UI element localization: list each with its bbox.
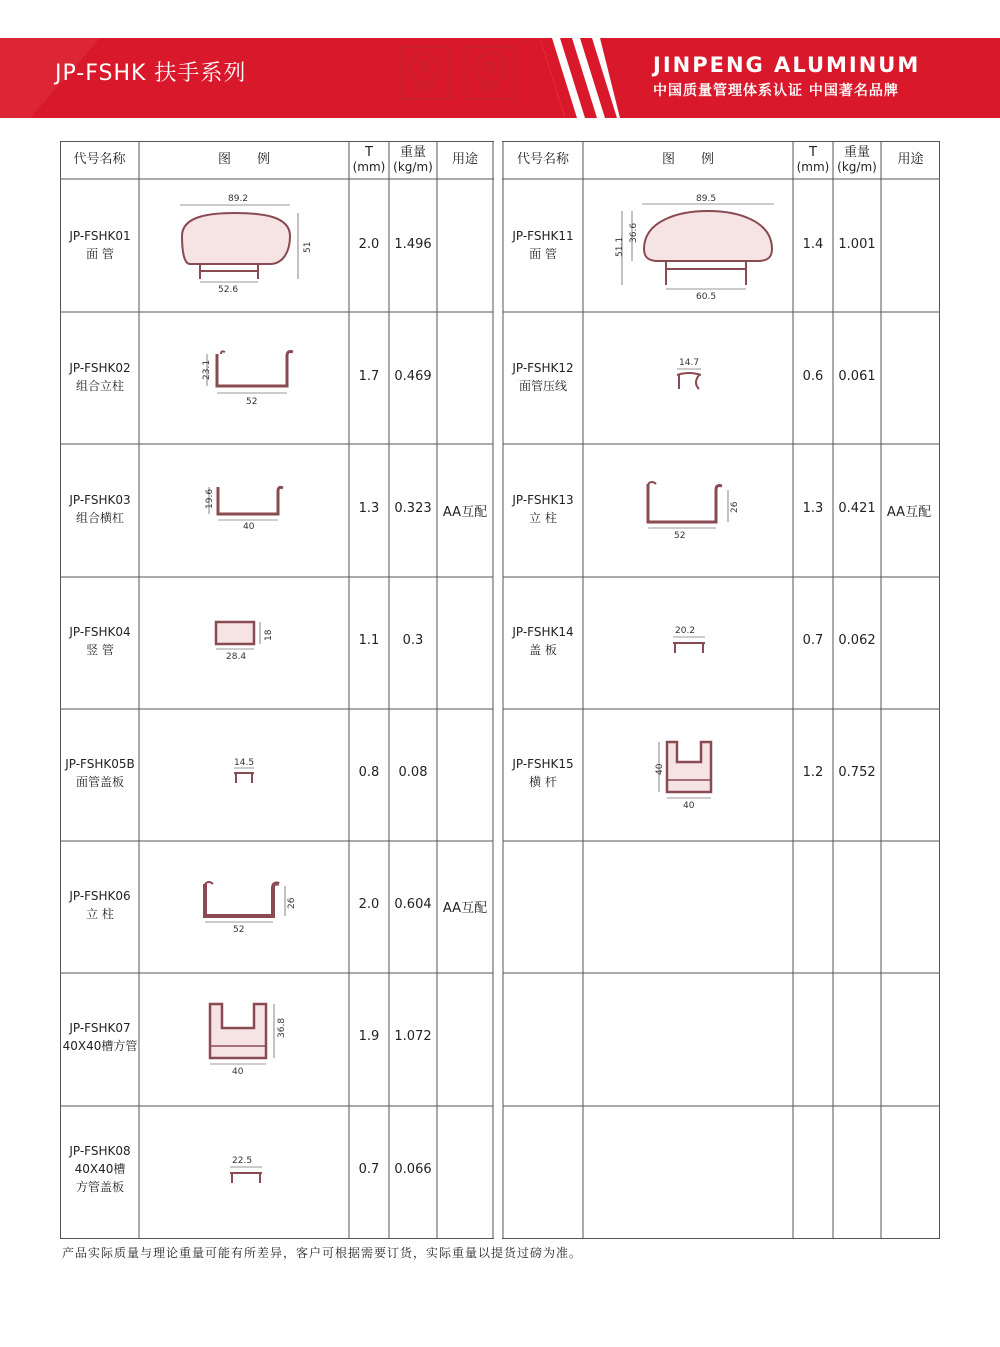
thickness: 1.3 <box>358 501 380 516</box>
profile-drawing <box>195 346 305 411</box>
weight: 0.469 <box>394 369 432 384</box>
product-code: JP-FSHK15 <box>512 757 574 771</box>
weight: 0.752 <box>838 765 876 780</box>
weight: 0.066 <box>394 1162 432 1177</box>
profile-drawing <box>608 191 778 301</box>
thickness: 0.7 <box>358 1162 380 1177</box>
product-name-line2: 方管盖板 <box>75 1180 124 1194</box>
cqm-q-logo: Q CQM <box>465 46 515 100</box>
svg-text:26: 26 <box>730 501 740 513</box>
brand-name: JINPENG ALUMINUM <box>653 53 921 77</box>
product-code: JP-FSHK12 <box>512 361 574 375</box>
weight: 0.08 <box>398 765 428 780</box>
thickness: 2.0 <box>358 237 380 252</box>
header-code-right: 代号名称 <box>516 152 569 167</box>
usage: AA互配 <box>442 505 488 520</box>
header-figure-right: 图 例 <box>661 152 714 167</box>
header-weight-unit: (kg/m) <box>393 160 433 174</box>
product-code: JP-FSHK01 <box>69 229 131 243</box>
weight: 0.062 <box>838 633 876 648</box>
weight: 1.001 <box>838 237 876 252</box>
product-name: 组合立柱 <box>75 379 124 393</box>
thickness: 2.0 <box>358 897 380 912</box>
product-name: 面 管 <box>86 247 114 261</box>
svg-text:89.5: 89.5 <box>696 194 717 204</box>
svg-text:22.5: 22.5 <box>232 1156 253 1166</box>
header-use-right: 用途 <box>897 152 924 167</box>
product-code: JP-FSHK03 <box>69 493 131 507</box>
weight: 1.496 <box>394 237 432 252</box>
svg-text:28.4: 28.4 <box>226 652 247 662</box>
brand-slogan: 中国质量管理体系认证 中国著名品牌 <box>653 83 899 99</box>
thickness: 1.7 <box>358 369 380 384</box>
product-name: 立 柱 <box>529 511 557 525</box>
svg-text:40: 40 <box>683 801 695 811</box>
svg-text:51.1: 51.1 <box>615 236 625 257</box>
product-name: 面管盖板 <box>75 775 124 789</box>
svg-text:51: 51 <box>303 241 313 253</box>
thickness: 1.2 <box>802 765 824 780</box>
header-weight-right: 重量 <box>843 145 870 160</box>
profile-drawing <box>220 753 270 793</box>
usage: AA互配 <box>442 901 488 916</box>
header-code: 代号名称 <box>73 152 126 167</box>
thickness: 1.3 <box>802 501 824 516</box>
product-code: JP-FSHK07 <box>69 1021 131 1035</box>
svg-text:60.5: 60.5 <box>696 292 717 301</box>
header-t-right: T <box>809 145 817 160</box>
profile-drawing <box>645 736 735 811</box>
product-code: JP-FSHK08 <box>69 1144 131 1158</box>
profile-drawing <box>195 876 305 936</box>
header-t-unit: (mm) <box>352 160 386 174</box>
product-code: JP-FSHK04 <box>69 625 131 639</box>
svg-text:40: 40 <box>655 763 665 775</box>
profile-drawing <box>200 481 300 541</box>
product-name: 立 柱 <box>86 907 114 921</box>
svg-text:40: 40 <box>232 1067 244 1077</box>
series-title: JP-FSHK 扶手系列 <box>55 61 247 86</box>
weight: 0.421 <box>838 501 876 516</box>
product-name: 40X40槽方管 <box>62 1039 138 1053</box>
product-name: 盖 板 <box>529 643 557 657</box>
svg-text:14.5: 14.5 <box>234 758 255 768</box>
svg-text:14.7: 14.7 <box>679 358 700 368</box>
header-t-unit-right: (mm) <box>796 160 830 174</box>
weight: 0.3 <box>402 633 424 648</box>
product-code: JP-FSHK06 <box>69 889 131 903</box>
weight: 0.604 <box>394 897 432 912</box>
svg-text:20.2: 20.2 <box>675 626 696 636</box>
svg-text:40: 40 <box>243 522 255 532</box>
page-header <box>0 38 1000 118</box>
thickness: 0.7 <box>802 633 824 648</box>
product-code: JP-FSHK11 <box>512 229 574 243</box>
svg-text:36.6: 36.6 <box>629 222 639 243</box>
svg-text:52: 52 <box>233 925 245 935</box>
weight: 1.072 <box>394 1029 432 1044</box>
cqm-r-logo: R CQM <box>400 46 450 100</box>
header-figure: 图 例 <box>217 152 270 167</box>
product-code: JP-FSHK14 <box>512 625 574 639</box>
weight: 0.061 <box>838 369 876 384</box>
product-name: 面 管 <box>529 247 557 261</box>
header-weight-unit-right: (kg/m) <box>837 160 877 174</box>
footnote: 产品实际质量与理论重量可能有所差异，客户可根据需要订货，实际重量以提货过磅为准。 <box>62 1246 583 1260</box>
svg-text:18: 18 <box>264 629 274 641</box>
profile-drawing <box>220 1151 280 1191</box>
svg-text:19.6: 19.6 <box>205 488 215 509</box>
svg-text:23.1: 23.1 <box>202 359 212 380</box>
product-name: 横 杆 <box>529 775 557 789</box>
product-code: JP-FSHK05B <box>65 757 135 771</box>
profile-drawing <box>665 353 715 398</box>
usage: AA互配 <box>886 505 932 520</box>
product-code: JP-FSHK13 <box>512 493 574 507</box>
profile-drawing <box>638 476 748 546</box>
header-use: 用途 <box>451 152 478 167</box>
thickness: 1.4 <box>802 237 824 252</box>
profile-table <box>60 141 940 1239</box>
svg-text:89.2: 89.2 <box>228 194 249 204</box>
header-weight: 重量 <box>399 145 426 160</box>
product-code: JP-FSHK02 <box>69 361 131 375</box>
svg-text:52: 52 <box>246 397 258 407</box>
thickness: 1.9 <box>358 1029 380 1044</box>
profile-drawing <box>210 616 290 666</box>
table-grid <box>60 141 940 1239</box>
thickness: 0.6 <box>802 369 824 384</box>
product-name: 40X40槽 <box>74 1162 126 1176</box>
svg-text:36.8: 36.8 <box>277 1017 287 1038</box>
svg-text:52: 52 <box>674 531 686 541</box>
thickness: 1.1 <box>358 633 380 648</box>
product-name: 组合横杠 <box>75 511 124 525</box>
product-name: 竖 管 <box>86 643 114 657</box>
profile-drawing <box>665 621 725 661</box>
svg-text:26: 26 <box>287 897 297 909</box>
profile-drawing <box>200 996 300 1086</box>
weight: 0.323 <box>394 501 432 516</box>
thickness: 0.8 <box>358 765 380 780</box>
profile-drawing <box>170 191 320 296</box>
header-t: T <box>365 145 373 160</box>
svg-text:52.6: 52.6 <box>218 285 239 295</box>
product-name: 面管压线 <box>518 379 567 393</box>
